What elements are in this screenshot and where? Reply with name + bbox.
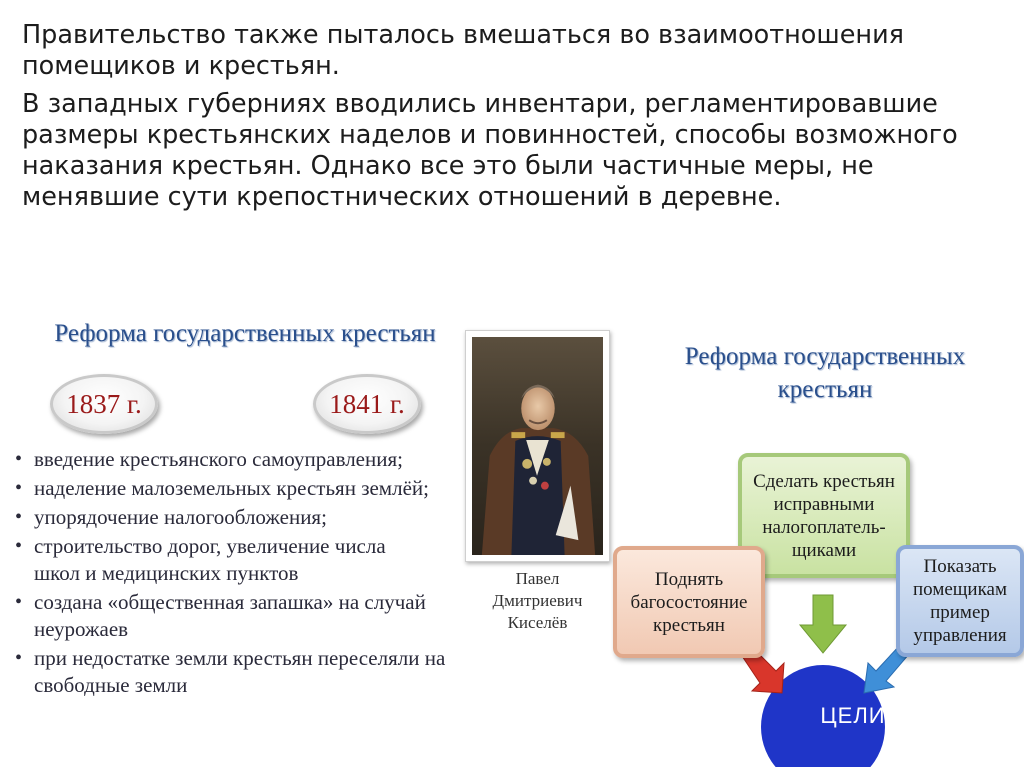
intro-text (22, 20, 1012, 220)
bullet-icon: • (15, 591, 23, 613)
goals-label: ЦЕЛИ (820, 703, 886, 728)
measure-text: упорядочение налогообложения; (34, 505, 327, 529)
measure-text: создана «общественная запашка» на случай неурожаев (34, 590, 426, 641)
list-item (12, 589, 452, 643)
bullet-icon: • (15, 506, 23, 528)
list-item (12, 475, 452, 502)
year-1837-label: 1837 г. (66, 388, 142, 419)
year-1837-badge (50, 374, 158, 434)
goal-example-text: Показать помещикам пример управления (913, 556, 1007, 646)
measure-text-continued: школ и медицинских пунктов (34, 561, 299, 585)
measure-text: при недостатке земли крестьян переселяли на свободные земли (34, 646, 446, 697)
year-1841-badge (313, 374, 421, 434)
arrow-down-icon (800, 595, 846, 653)
caption-surname: Киселёв (507, 613, 568, 632)
measure-text: строительство дорог, увеличение числа (34, 534, 386, 558)
right-reform-title: Реформа государственных крестьян (684, 343, 966, 403)
list-item (12, 533, 452, 587)
reform-measures-list (12, 446, 452, 701)
goal-taxpayers-text: Сделать крестьян исправными налогоплатель-щиками (753, 470, 895, 561)
goal-example-box (896, 545, 1024, 657)
bullet-icon: • (15, 535, 23, 557)
list-item (12, 645, 452, 699)
list-item (12, 504, 452, 531)
list-item (12, 446, 452, 473)
intro-paragraph-2: В западных губерниях вводились инвентари, регламентировавшие размеры крестьянских наделов и повинностей, способы возможного наказания крестьян. Однако все это были частичные меры, не менявшие сути крепостнических отношений в деревне. (22, 89, 958, 212)
portrait-frame (465, 330, 610, 562)
caption-patronymic: Дмитриевич (492, 591, 583, 610)
caption-first-name: Павел (515, 569, 560, 588)
bullet-icon: • (15, 477, 23, 499)
year-1841-label: 1841 г. (329, 388, 405, 419)
measure-text: наделение малоземельных крестьян землёй; (34, 476, 429, 500)
bullet-icon: • (15, 448, 23, 470)
portrait-image (472, 337, 603, 555)
goal-welfare-text: Поднять багосостояние крестьян (630, 568, 748, 636)
left-reform-title: Реформа государственных крестьян (54, 320, 436, 347)
goal-welfare-box (613, 546, 765, 658)
intro-paragraph-1: Правительство также пыталось вмешаться во взаимоотношения помещиков и крестьян. (22, 20, 905, 81)
bullet-icon: • (15, 647, 23, 669)
measure-text: введение крестьянского самоуправления; (34, 447, 403, 471)
portrait-caption (470, 568, 605, 634)
